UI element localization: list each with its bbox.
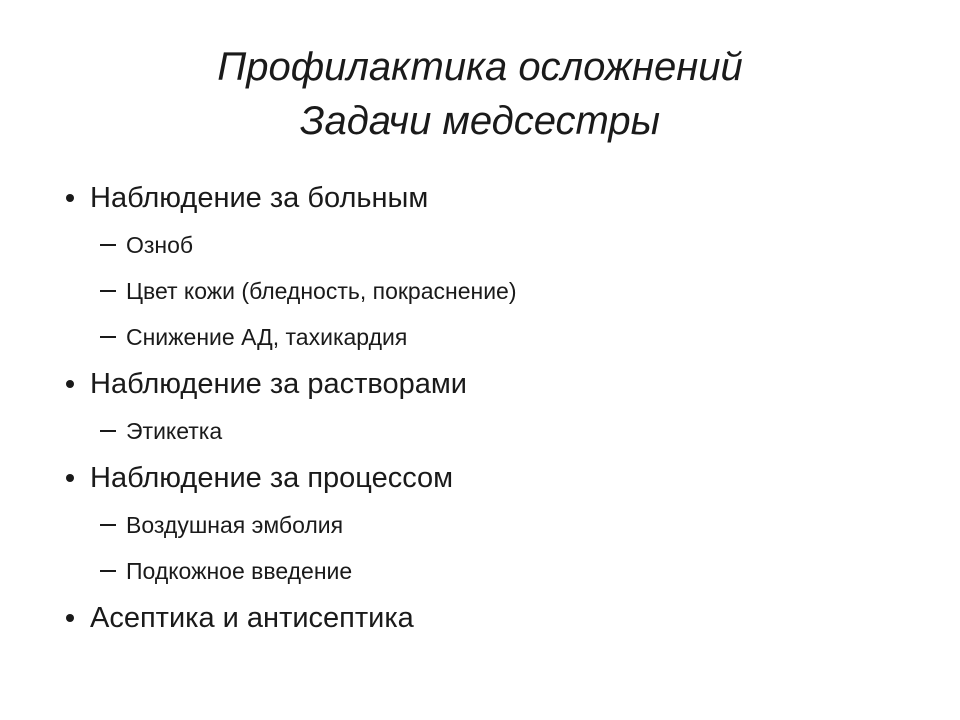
sub-list-item (60, 314, 920, 360)
list-item-text: Наблюдение за больным (90, 182, 429, 214)
sub-list-item-text: Цвет кожи (бледность, покраснение) (126, 278, 517, 304)
sub-list-item (60, 268, 920, 314)
sub-list-item-text: Снижение АД, тахикардия (126, 324, 408, 350)
bullet-icon (60, 174, 80, 222)
dash-icon (98, 268, 118, 314)
dash-icon (98, 548, 118, 594)
dash-icon (98, 222, 118, 268)
bullet-list (60, 174, 920, 642)
sub-list-item (60, 502, 920, 548)
dash-icon (98, 314, 118, 360)
sub-list-item-text: Озноб (126, 232, 194, 258)
title-line-2: Задачи медсестры (299, 99, 661, 143)
list-item (60, 174, 920, 360)
bullet-icon (60, 360, 80, 408)
list-item-text: Асептика и антисептика (90, 602, 414, 634)
sub-list-item-text: Этикетка (126, 418, 223, 444)
sub-list-item (60, 222, 920, 268)
list-item (60, 360, 920, 454)
sub-list-item (60, 548, 920, 594)
list-item-text: Наблюдение за растворами (90, 368, 467, 400)
list-item (60, 454, 920, 594)
title-line-1: Профилактика осложнений (217, 45, 743, 89)
slide-title (0, 40, 960, 148)
sub-list-item-text: Подкожное введение (126, 558, 353, 584)
dash-icon (98, 408, 118, 454)
list-item-text: Наблюдение за процессом (90, 462, 454, 494)
list-item (60, 594, 920, 642)
bullet-icon (60, 454, 80, 502)
bullet-icon (60, 594, 80, 642)
sub-list-item (60, 408, 920, 454)
sub-list-item-text: Воздушная эмболия (126, 512, 344, 538)
dash-icon (98, 502, 118, 548)
